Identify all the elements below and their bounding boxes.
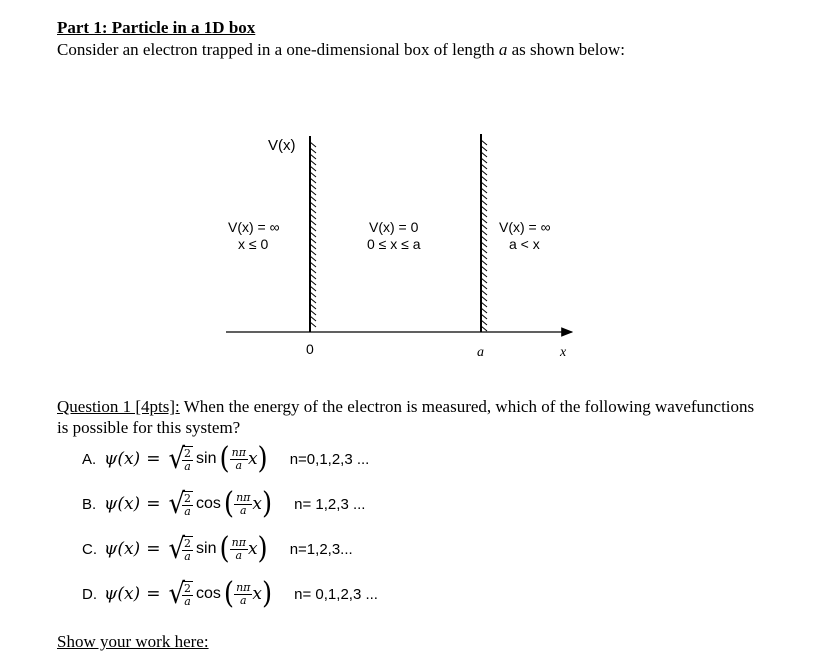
question-label: Question 1 [4pts]:: [57, 397, 180, 416]
root-denominator: a: [184, 504, 191, 518]
argument-denominator: a: [239, 593, 247, 607]
argument-denominator: a: [235, 548, 243, 562]
argument-fraction: [230, 447, 248, 472]
right-paren: ): [257, 531, 268, 567]
argument-variable: x: [247, 449, 258, 469]
intro-suffix: as shown below:: [507, 40, 625, 59]
part-heading: Part 1: Particle in a 1D box: [57, 18, 256, 37]
option-letter: B.: [82, 495, 97, 513]
psi-symbol: ψ(x): [104, 539, 141, 559]
middle-region-condition: 0 ≤ x ≤ a: [367, 236, 421, 252]
left-paren: (: [223, 576, 235, 612]
psi-symbol: ψ(x): [104, 584, 141, 604]
radical-sign: √: [168, 442, 186, 476]
left-paren: (: [223, 486, 235, 522]
right-paren: ): [262, 576, 273, 612]
root-numerator: 2: [184, 536, 192, 550]
n-range: n=0,1,2,3 ...: [289, 450, 370, 468]
root-numerator: 2: [184, 581, 192, 595]
left-paren: (: [219, 531, 230, 567]
answer-option-c[interactable]: [82, 527, 353, 571]
option-letter: C.: [82, 540, 97, 558]
right-paren: ): [257, 441, 268, 477]
argument-fraction: [234, 492, 252, 517]
argument-numerator: nπ: [231, 535, 246, 549]
psi-symbol: ψ(x): [104, 449, 141, 469]
argument-denominator: a: [239, 503, 247, 517]
radical-sign: √: [168, 487, 186, 521]
option-letter: A.: [82, 450, 97, 468]
radical-sign: √: [168, 532, 186, 566]
argument-numerator: nπ: [231, 445, 246, 459]
middle-region-potential: V(x) = 0: [369, 219, 419, 235]
argument-fraction: [230, 537, 248, 562]
root-numerator: 2: [184, 446, 192, 460]
argument-numerator: nπ: [236, 580, 251, 594]
answer-option-d[interactable]: [82, 572, 378, 616]
root-denominator: a: [184, 459, 191, 473]
equals-sign: =: [146, 584, 161, 604]
right-region-condition: a < x: [509, 236, 540, 252]
n-range: n= 0,1,2,3 ...: [294, 585, 378, 603]
sqrt-2-over-a: [168, 577, 193, 611]
question-text: When the energy of the electron is measured, which of the following wavefunctions is possible for this system?: [57, 397, 755, 437]
equals-sign: =: [146, 494, 161, 514]
root-numerator: 2: [184, 491, 192, 505]
sqrt-2-over-a: [168, 532, 193, 566]
x-tick-a: a: [477, 345, 484, 360]
sqrt-2-over-a: [168, 442, 193, 476]
answer-option-a[interactable]: [82, 437, 369, 481]
trig-function: sin: [196, 450, 217, 467]
psi-symbol: ψ(x): [104, 494, 141, 514]
radical-sign: √: [168, 577, 186, 611]
argument-variable: x: [252, 584, 262, 604]
trig-function: cos: [196, 495, 221, 512]
argument-variable: x: [247, 539, 258, 559]
argument-numerator: nπ: [236, 490, 251, 504]
right-paren: ): [262, 486, 273, 522]
root-denominator: a: [184, 594, 191, 608]
sqrt-2-over-a: [168, 487, 193, 521]
n-range: n=1,2,3...: [289, 540, 353, 558]
argument-fraction: [234, 582, 252, 607]
n-range: n= 1,2,3 ...: [294, 495, 366, 513]
intro-prefix: Consider an electron trapped in a one-dimensional box of length: [57, 40, 499, 59]
right-region-potential: V(x) = ∞: [499, 219, 551, 235]
argument-variable: x: [252, 494, 262, 514]
x-tick-origin: 0: [306, 341, 314, 357]
root-denominator: a: [184, 549, 191, 563]
option-letter: D.: [82, 585, 97, 603]
left-paren: (: [219, 441, 230, 477]
intro-var: a: [498, 40, 508, 59]
left-region-potential: V(x) = ∞: [228, 219, 280, 235]
question-prompt: [57, 396, 757, 438]
y-axis-label: V(x): [268, 137, 296, 154]
trig-function: cos: [196, 585, 221, 602]
x-axis-label: x: [560, 345, 567, 360]
argument-denominator: a: [235, 458, 243, 472]
equals-sign: =: [146, 449, 161, 469]
answer-option-b[interactable]: [82, 482, 365, 526]
equals-sign: =: [146, 539, 161, 559]
trig-function: sin: [196, 540, 217, 557]
left-region-condition: x ≤ 0: [238, 236, 269, 252]
show-work-label: Show your work here:: [57, 632, 209, 651]
